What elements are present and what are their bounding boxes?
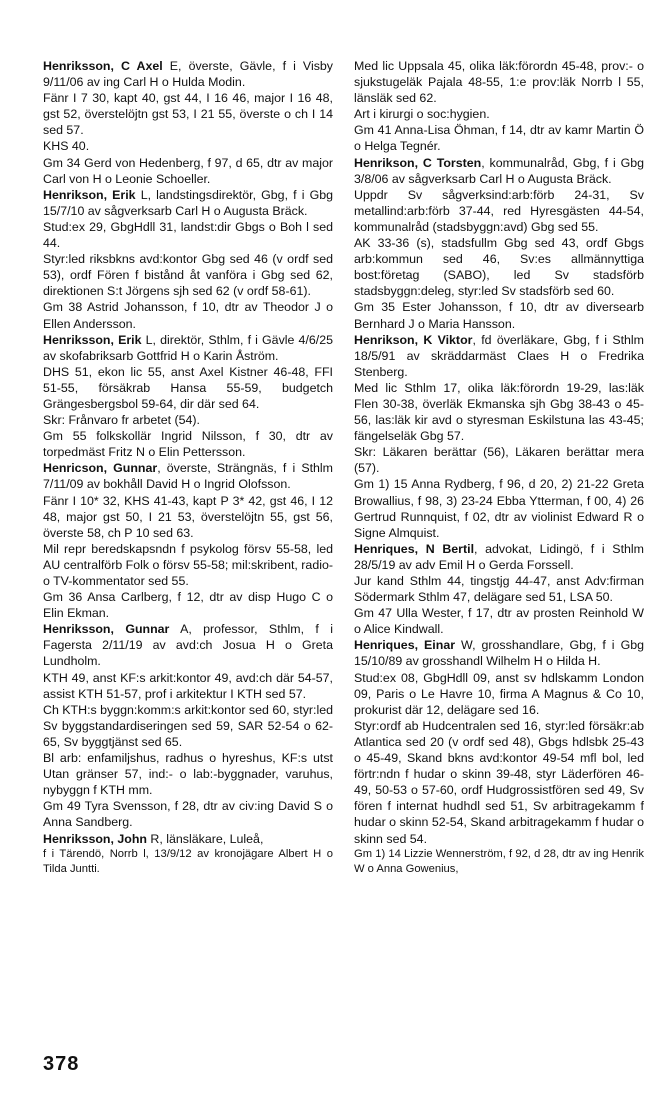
given-name: C Torsten bbox=[422, 155, 482, 170]
entry-details: L, landstingsdirektör, Gbg, f i Gbg 15/7/10 av sågverksarb Carl H o Augusta Bräck. bbox=[43, 187, 333, 218]
biography-paragraph: Med lic Uppsala 45, olika läk:förordn 45-48, prov:- o sjukstugeläk Pajala 48-55, 1:e prov:läk Norrb l 55, länsläk sed 62. bbox=[354, 59, 644, 106]
surname: Henriksson, bbox=[43, 332, 119, 347]
given-name: Erik bbox=[112, 187, 136, 202]
biography-paragraph: Gm 38 Astrid Johansson, f 10, dtr av Theodor J o Ellen Andersson. bbox=[43, 300, 333, 331]
biography-paragraph: Skr: Läkaren berättar (56), Läkaren berättar mera (57). bbox=[354, 445, 644, 476]
given-name: N Bertil bbox=[425, 541, 475, 556]
biography-paragraph: Ch KTH:s byggn:komm:s arkit:kontor sed 60, styr:led Sv byggstandardiseringen sed 59, SAR 52-54 o 62-65, Sv byggtjänst sed 65. bbox=[43, 702, 333, 749]
given-name: Erik bbox=[118, 332, 142, 347]
biography-paragraph: KTH 49, anst KF:s arkit:kontor 49, avd:ch där 54-57, assist KTH 51-57, prof i arkitektur I KTH sed 57. bbox=[43, 670, 333, 701]
biography-paragraph: Gm 49 Tyra Svensson, f 28, dtr av civ:ing David S o Anna Sandberg. bbox=[43, 799, 333, 830]
biography-paragraph: Fänr I 10* 32, KHS 41-43, kapt P 3* 42, gst 46, I 12 48, major gst 50, I 21 53, överstelöjtn 55, gst 56, överste 58, ch P 10 sed 63. bbox=[43, 493, 333, 540]
biography-entry-heading bbox=[43, 460, 333, 492]
biography-paragraph: Jur kand Sthlm 44, tingstjg 44-47, anst Adv:firman Södermark Sthlm 47, delägare sed 51, LSA 50. bbox=[354, 574, 644, 605]
biography-entry-heading bbox=[354, 332, 644, 380]
surname: Henrikson, bbox=[43, 187, 113, 202]
entry-details: , kommunalråd, Gbg, f i Gbg 3/8/06 av sågverksarb Carl H o Augusta Bräck. bbox=[354, 155, 644, 186]
surname: Henriksson, bbox=[43, 622, 126, 637]
surname: Henriques, bbox=[354, 638, 425, 653]
biography-paragraph: Fänr I 7 30, kapt 40, gst 44, I 16 46, major I 16 48, gst 52, överstelöjtn gst 53, I 21 55, överste o ch I 14 sed 57. bbox=[43, 91, 333, 138]
entry-details-small: f i Tärendö, Norrb l, 13/9/12 av kronojägare Albert H o Tilda Juntti. bbox=[43, 847, 333, 875]
right-column bbox=[354, 58, 644, 877]
biography-paragraph: Stud:ex 29, GbgHdll 31, landst:dir Gbgs o Boh l sed 44. bbox=[43, 219, 333, 251]
surname: Henrikson, bbox=[354, 332, 424, 347]
biography-entry-heading bbox=[43, 332, 333, 364]
biography-entry-heading bbox=[354, 541, 644, 573]
biography-paragraph: Gm 36 Ansa Carlberg, f 12, dtr av disp Hugo C o Elin Ekman. bbox=[43, 590, 333, 621]
entry-details: , överste, Strängnäs, f i Sthlm 7/11/09 av bokhåll David H o Ingrid Olofsson. bbox=[43, 461, 333, 492]
surname: Henrikson, bbox=[354, 155, 423, 170]
given-name: Axel bbox=[136, 59, 163, 73]
biography-entry-heading bbox=[43, 831, 333, 847]
biography-entry-heading bbox=[43, 621, 333, 669]
entry-details: R, länsläkare, Luleå, bbox=[146, 831, 264, 846]
biography-paragraph: Stud:ex 08, GbgHdll 09, anst sv hdlskamm London 09, Paris o Le Havre 10, firma A Magnus & Co 10, prokurist där 12, delägare sed 16. bbox=[354, 670, 644, 717]
biography-paragraph: Styr:led riksbkns avd:kontor Gbg sed 46 (v ordf sed 53), ordf Fören f bistånd åt vanföra i Gbg sed 62, direktionen S:t Jörgens sjh sed 62 (v ordf 58-61). bbox=[43, 252, 333, 299]
surname: Henriques, bbox=[354, 541, 426, 556]
biography-paragraph: Styr:ordf ab Hudcentralen sed 16, styr:led försäkr:ab Atlantica sed 20 (v ordf sed 48), Gbgs hdlsbk 25-43 o 45-49, Skand bkns avd:kontor 49-54 mfl bol, led förtr:ndn f hudar o skinn 39-48, styr Läderfören 46-49, 50-53 o 57-60, ordf Hudgrossistfören sed 49, Sv fören f internat hudhdl sed 51, Sv arbitragekamm f hudar o skinn 52-54, Skand arbitragekamm f hudar o skinn sed 54. bbox=[354, 718, 644, 846]
given-name: Gunnar bbox=[113, 461, 158, 476]
entry-details: , advokat, Lidingö, f i Sthlm 28/5/19 av adv Emil H o Gerda Forssell. bbox=[354, 541, 644, 572]
biography-paragraph: Gm 41 Anna-Lisa Öhman, f 14, dtr av kamr Martin Ö o Helga Tegnér. bbox=[354, 123, 644, 154]
entry-details: A, professor, Sthlm, f i Fagersta 2/11/19 av avd:ch Josua H o Greta Lundholm. bbox=[43, 622, 333, 669]
biography-paragraph: AK 33-36 (s), stadsfullm Gbg sed 43, ordf Gbgs arb:kommun sed 46, Sv:es allmännyttiga bost:företag (SABO), led Sv stadsförb stadsbyggn:deleg, styr:led Sv stadsförb sed 60. bbox=[354, 236, 644, 299]
biography-paragraph: Gm 55 folkskollär Ingrid Nilsson, f 30, dtr av torpedmäst Fritz N o Elin Pettersson. bbox=[43, 429, 333, 460]
biography-paragraph: Med lic Sthlm 17, olika läk:förordn 19-29, las:läk Flen 30-38, överläk Ekmanska sjh Gbg 38-43 o 45-56, las:läk kir avd o styresman Eskilstuna las 43-45; fängelseläk Gbg 57. bbox=[354, 380, 644, 444]
biography-entry-heading bbox=[43, 187, 333, 219]
biography-paragraph: Mil repr beredskapsndn f psykolog försv 55-58, led AU centralförb Folk o försv 55-58; mil:skribent, radio- o TV-kommentator sed 55. bbox=[43, 541, 333, 588]
surname: Henriksson, bbox=[43, 831, 118, 846]
biography-paragraph: Skr: Frånvaro fr arbetet (54). bbox=[43, 413, 201, 428]
biography-entry-heading bbox=[354, 155, 644, 187]
biography-paragraph: Gm 34 Gerd von Hedenberg, f 97, d 65, dtr av major Carl von H o Leonie Schoeller. bbox=[43, 155, 333, 186]
biography-paragraph: Gm 47 Ulla Wester, f 17, dtr av prosten Reinhold W o Alice Kindwall. bbox=[354, 606, 644, 637]
entry-details: , fd överläkare, Gbg, f i Sthlm 18/5/91 av skräddarmäst Claes H o Fredrika Stenberg. bbox=[354, 332, 644, 379]
surname: Henriksson, C bbox=[43, 59, 137, 73]
surname: Henricson, bbox=[43, 461, 114, 476]
entry-details: W, grosshandlare, Gbg, f i Gbg 15/10/89 av grosshandl Wilhelm H o Hilda H. bbox=[354, 638, 644, 669]
given-name: Einar bbox=[424, 638, 456, 653]
biography-paragraph: Gm 35 Ester Johansson, f 10, dtr av diversearb Bernhard J o Maria Hansson. bbox=[354, 300, 644, 331]
left-column bbox=[43, 58, 333, 877]
biography-entry-heading bbox=[43, 58, 333, 90]
given-name: Gunnar bbox=[125, 622, 170, 637]
biography-paragraph: Art i kirurgi o soc:hygien. bbox=[354, 107, 490, 122]
biography-entry-heading bbox=[354, 637, 644, 669]
biography-paragraph: Gm 1) 15 Anna Rydberg, f 96, d 20, 2) 21-22 Greta Browallius, f 98, 3) 23-24 Ebba Ytterman, f 00, 4) 26 Gertrud Runnquist, f 02, dtr av violinist Edward R o Signe Almquist. bbox=[354, 477, 644, 540]
biography-paragraph: Bl arb: enfamiljshus, radhus o hyreshus, KF:s utst Utan gränser 57, ind:- o lab:-byggnader, varuhus, nybyggn f KTH mm. bbox=[43, 751, 333, 798]
biography-paragraph: Gm 1) 14 Lizzie Wennerström, f 92, d 28, dtr av ing Henrik W o Anna Gowenius, bbox=[354, 847, 644, 875]
biography-paragraph: Uppdr Sv sågverksind:arb:förb 24-31, Sv metallind:arb:förb 37-44, red Hyresgästen 44-54, kommunalråd (stadsbyggn:avd) Gbg sed 55. bbox=[354, 187, 644, 234]
given-name: K Viktor bbox=[423, 332, 473, 347]
entry-details: L, direktör, Sthlm, f i Gävle 4/6/25 av skofabriksarb Gottfrid H o Karin Åström. bbox=[43, 332, 334, 363]
biography-paragraph: KHS 40. bbox=[43, 139, 90, 154]
biography-paragraph: DHS 51, ekon lic 55, anst Axel Kistner 46-48, FFI 51-55, försäkrab Hansa 55-59, budgetch Grängesbergsbol 59-64, dir där sed 64. bbox=[43, 364, 333, 411]
given-name: John bbox=[117, 831, 147, 846]
page-number: 378 bbox=[43, 1053, 80, 1075]
entry-details: E, överste, Gävle, f i Visby 9/11/06 av ing Carl H o Hulda Modin. bbox=[43, 59, 333, 90]
